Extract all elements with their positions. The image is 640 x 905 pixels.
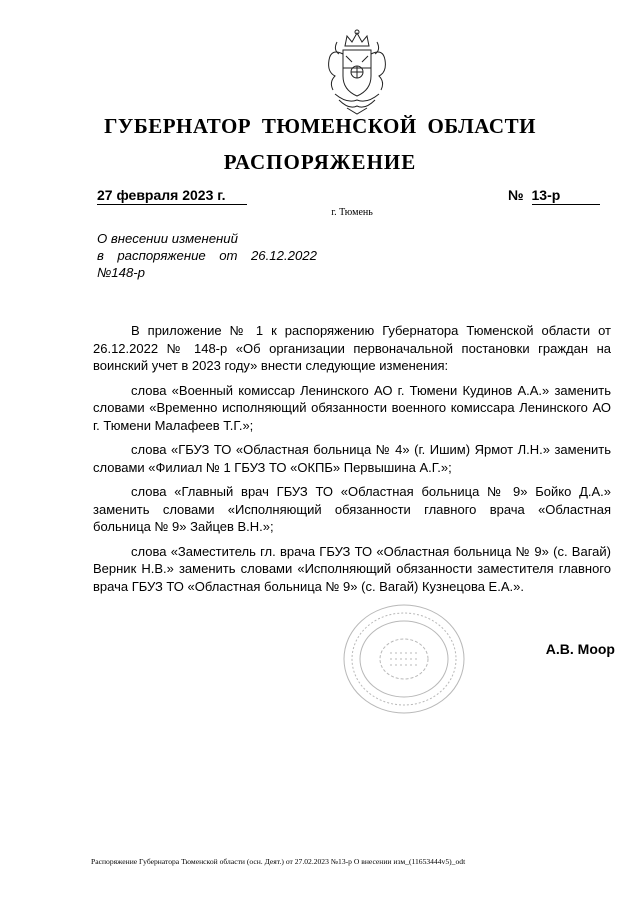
subject-line-3: №148-р [97, 265, 146, 280]
document-city: г. Тюмень [331, 207, 373, 218]
body-paragraph: слова «Главный врач ГБУЗ ТО «Областная больница № 9» Бойко Д.А.» заменить словами «Исполняющий обязанности главного врача «Областная больница № 9» Зайцев В.Н.»; [93, 484, 611, 534]
subject-word: распоряжение [117, 248, 206, 263]
document-type-title: РАСПОРЯЖЕНИЕ [223, 150, 417, 174]
body-paragraph: слова «Заместитель гл. врача ГБУЗ ТО «Областная больница № 9» (с. Вагай) Верник Н.В.» заменить словами «Исполняющий обязанности заместителя главного врача ГБУЗ ТО «Областная больница № 9» (с. Вагай) Кузнецова Е.А.». [93, 543, 611, 594]
signatory-name: А.В. Моор [545, 641, 615, 657]
document-footer: Распоряжение Губернатора Тюменской области (осн. Деят.) от 27.02.2023 №13-р О внесении изм_(11653444v5)_odt [91, 857, 466, 866]
document-subject [97, 230, 327, 281]
body-paragraph: слова «ГБУЗ ТО «Областная больница № 4» (г. Ишим) Ярмот Л.Н.» заменить словами «Филиал № 1 ГБУЗ ТО «ОКПБ» Первышина А.Г.»; [93, 442, 611, 475]
subject-word: в [97, 248, 104, 263]
subject-word: 26.12.2022 [250, 248, 317, 263]
coat-of-arms-icon [317, 28, 397, 118]
subject-line-2 [97, 247, 317, 264]
document-number [508, 187, 606, 205]
body-paragraph: В приложение № 1 к распоряжению Губернатора Тюменской области от 26.12.2022 № 148-р «Об организации первоначальной постановки граждан на воинский учет в 2023 году» внести следующие изменения: [93, 323, 611, 373]
subject-word: от [219, 248, 238, 263]
body-paragraph: слова «Военный комиссар Ленинского АО г. Тюмени Кудинов А.А.» заменить словами «Временно исполняющий обязанности военного комиссара Ленинского АО г. Тюмени Малафеев Т.Г.»; [93, 382, 611, 433]
number-value: 13-р [532, 187, 600, 205]
number-label: № [508, 187, 524, 203]
document-body [93, 322, 611, 602]
organization-title: ГУБЕРНАТОР ТЮМЕНСКОЙ ОБЛАСТИ [104, 114, 536, 138]
official-seal-icon [342, 603, 466, 715]
subject-line-1: О внесении изменений [97, 231, 238, 246]
document-date: 27 февраля 2023 г. [97, 187, 247, 205]
